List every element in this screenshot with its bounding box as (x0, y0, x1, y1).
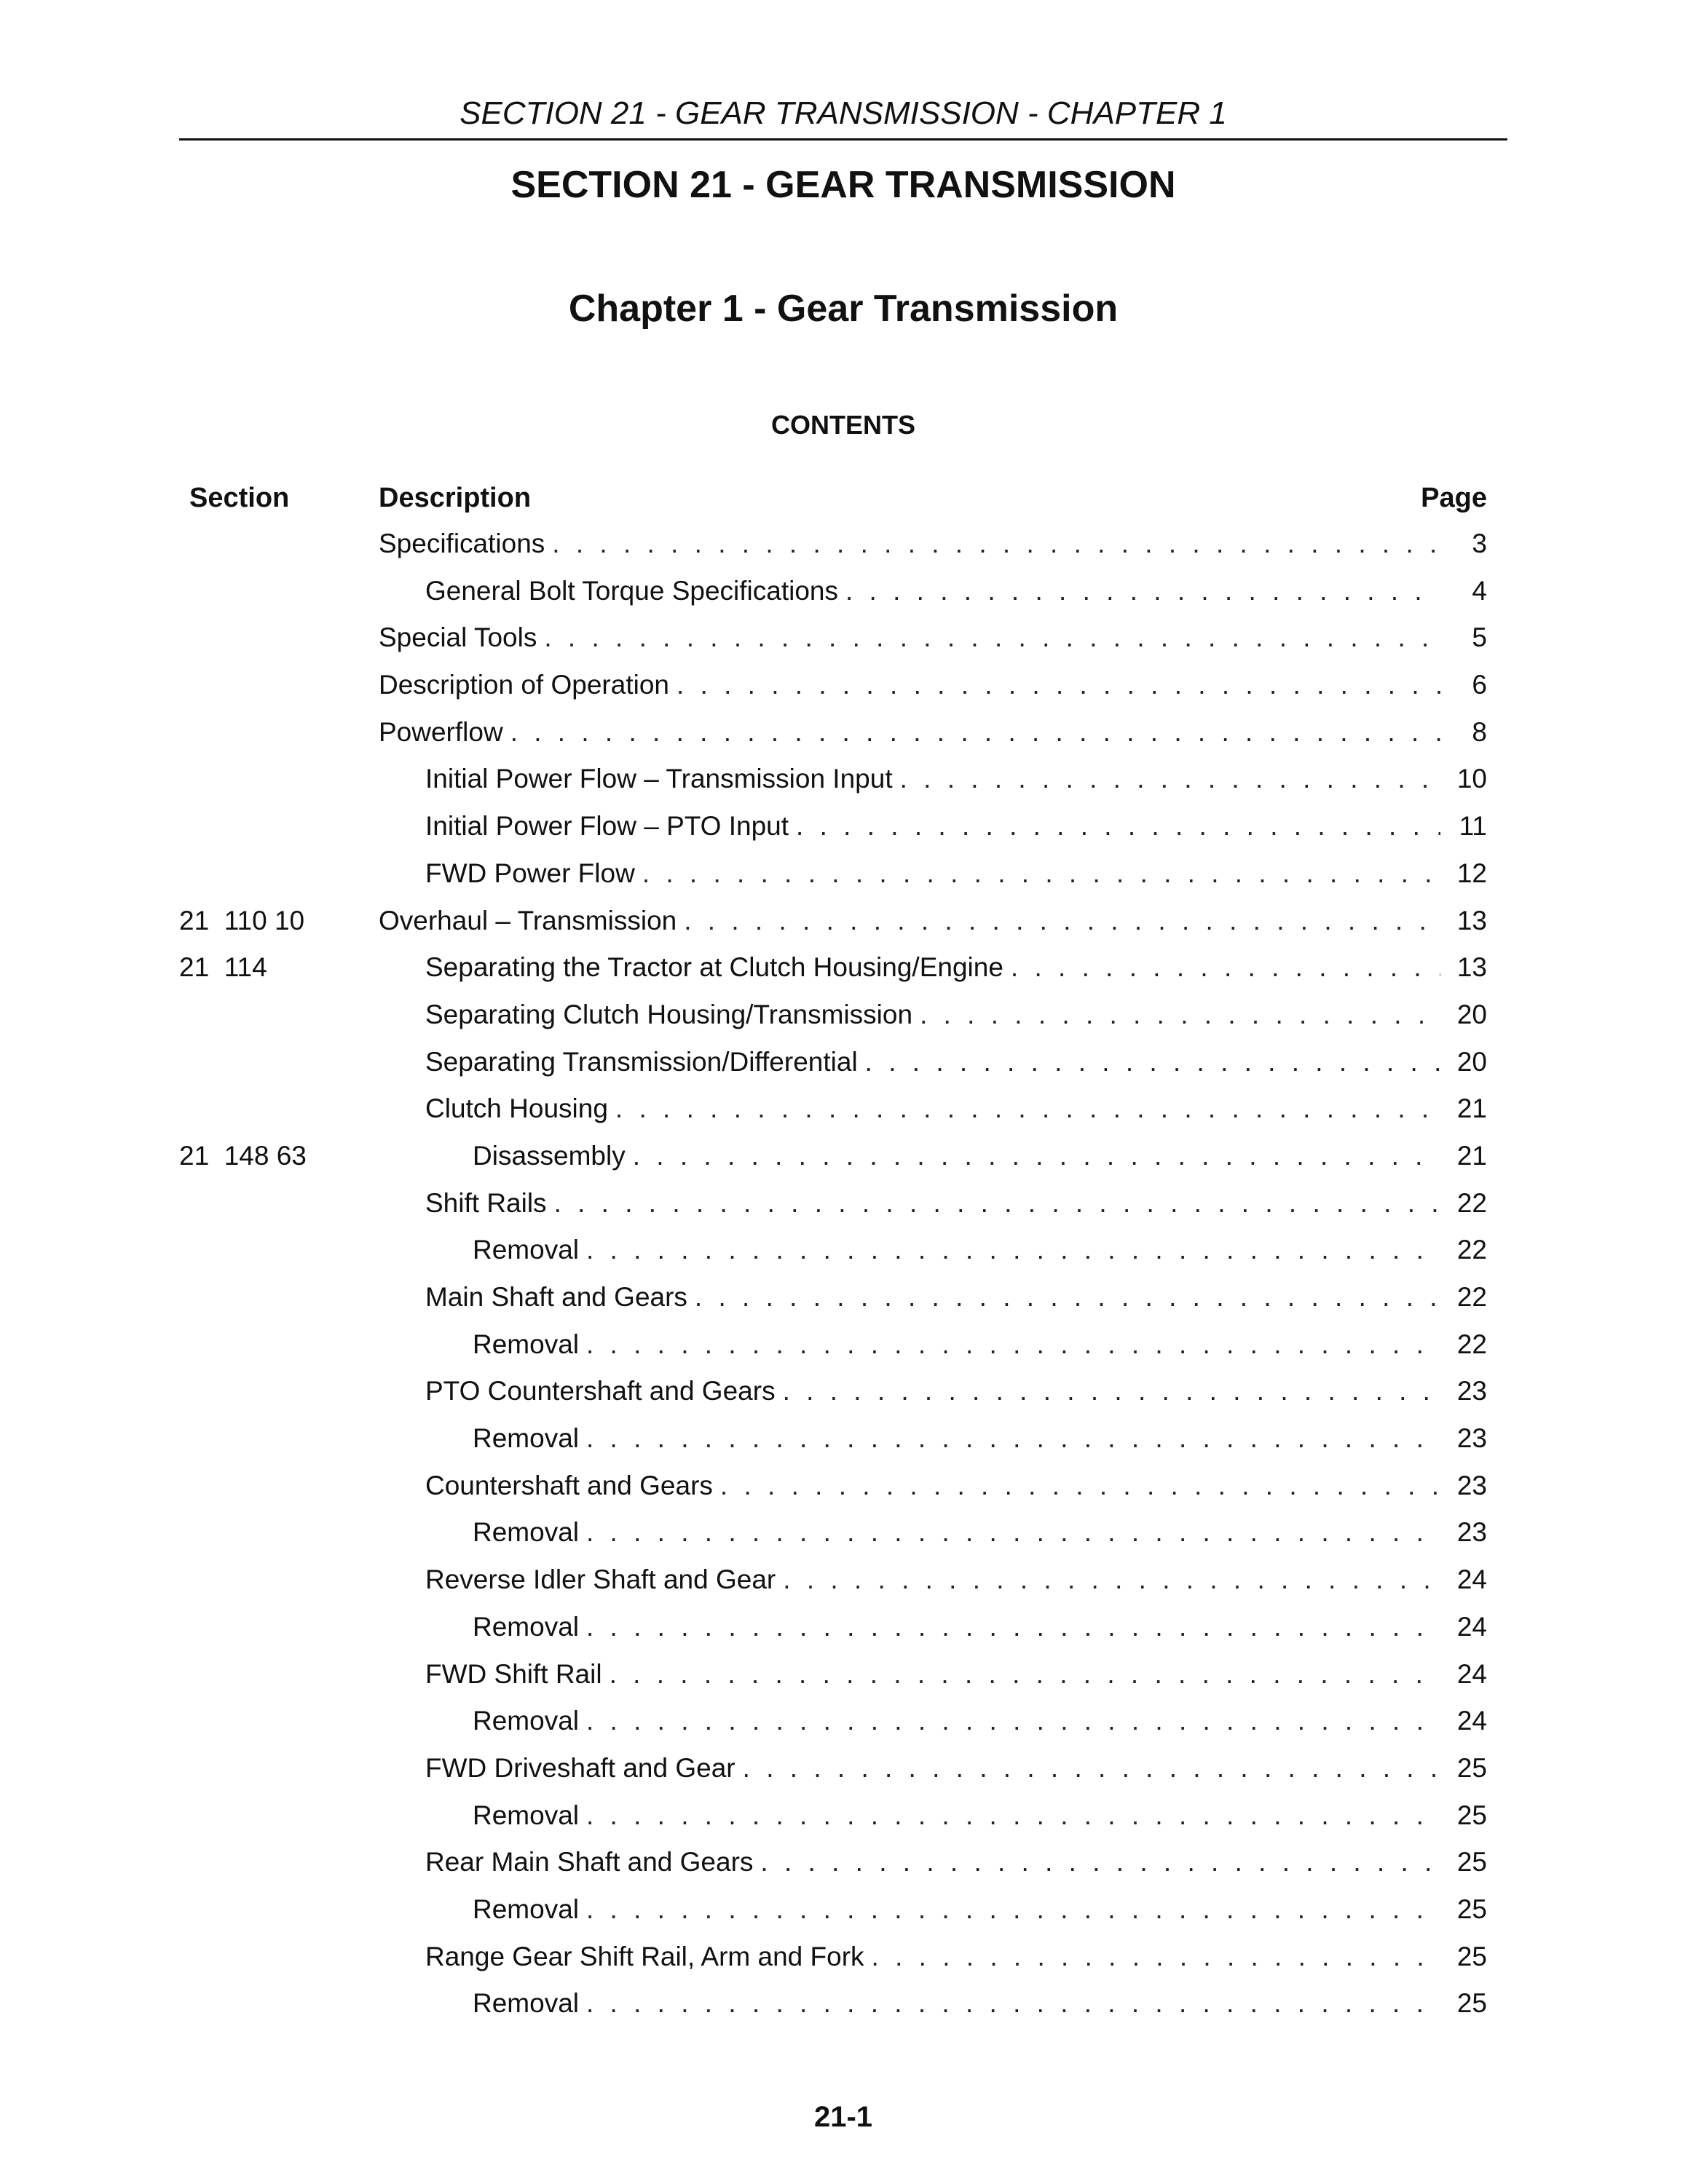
toc-page-number: 5 (1472, 622, 1487, 653)
toc-page-number: 20 (1456, 999, 1487, 1029)
toc-leader-dots (872, 1941, 1440, 1973)
table-of-contents (179, 528, 1487, 2035)
toc-entry-label: Removal (473, 1423, 586, 1455)
toc-entry[interactable] (425, 999, 1487, 1031)
toc-entry-label: Removal (473, 1800, 586, 1832)
toc-entry[interactable] (379, 622, 1487, 654)
toc-page-number: 22 (1456, 1235, 1487, 1265)
toc-page-number: 23 (1456, 1517, 1487, 1548)
toc-row (179, 951, 1487, 999)
toc-entry[interactable] (473, 1140, 1487, 1172)
toc-entry[interactable] (425, 1281, 1487, 1313)
toc-page-number: 25 (1456, 1800, 1487, 1830)
toc-entry-label: Removal (473, 1705, 586, 1737)
toc-row (179, 1046, 1487, 1093)
column-header-section: Section (189, 483, 290, 513)
toc-leader-dots (633, 1140, 1440, 1172)
toc-entry-label: General Bolt Torque Specifications (425, 575, 845, 607)
toc-entry[interactable] (425, 1470, 1487, 1502)
toc-entry-label: FWD Driveshaft and Gear (425, 1752, 743, 1784)
toc-leader-dots (510, 716, 1440, 748)
toc-entry-label: FWD Shift Rail (425, 1658, 610, 1690)
toc-page-number: 4 (1472, 575, 1487, 606)
toc-leader-dots (677, 669, 1440, 701)
toc-page-number: 25 (1456, 1988, 1487, 2019)
toc-entry-label: Removal (473, 1611, 586, 1643)
toc-row (179, 1987, 1487, 2035)
toc-page-number: 25 (1456, 1894, 1487, 1924)
toc-entry-label: FWD Power Flow (425, 858, 642, 890)
header-rule (179, 138, 1507, 141)
toc-entry-label: Specifications (379, 528, 552, 560)
toc-leader-dots (783, 1564, 1440, 1596)
toc-entry[interactable] (473, 1423, 1487, 1455)
contents-title: CONTENTS (771, 410, 915, 440)
toc-leader-dots (586, 1423, 1440, 1455)
toc-page-number: 22 (1456, 1282, 1487, 1312)
toc-entry-label: Description of Operation (379, 669, 677, 701)
toc-leader-dots (586, 1516, 1440, 1548)
toc-entry[interactable] (379, 716, 1487, 748)
toc-entry-label: Removal (473, 1234, 586, 1266)
toc-leader-dots (900, 763, 1440, 795)
toc-entry[interactable] (425, 810, 1487, 842)
toc-page-number: 20 (1456, 1046, 1487, 1077)
toc-page-number: 23 (1456, 1470, 1487, 1500)
toc-row (179, 1234, 1487, 1281)
toc-section-code: 21 110 10 (179, 905, 305, 935)
toc-row (179, 528, 1487, 575)
toc-entry-label: PTO Countershaft and Gears (425, 1375, 783, 1407)
toc-leader-dots (586, 1329, 1440, 1361)
toc-entry[interactable] (425, 1846, 1487, 1878)
toc-row (179, 1800, 1487, 1847)
toc-row (179, 1470, 1487, 1517)
toc-row (179, 763, 1487, 810)
toc-entry[interactable] (425, 1046, 1487, 1078)
toc-page-number: 10 (1456, 764, 1487, 794)
toc-row (179, 1187, 1487, 1235)
toc-page-number: 21 (1456, 1140, 1487, 1171)
toc-entry[interactable] (425, 951, 1487, 984)
toc-entry-label: Main Shaft and Gears (425, 1281, 695, 1313)
running-head: SECTION 21 - GEAR TRANSMISSION - CHAPTER 1 (460, 95, 1227, 131)
toc-entry[interactable] (425, 1658, 1487, 1690)
toc-entry-label: Removal (473, 1329, 586, 1361)
toc-row (179, 810, 1487, 858)
toc-entry-label: Separating the Tractor at Clutch Housing/Engine (425, 951, 1011, 984)
toc-page-number: 6 (1472, 670, 1487, 700)
toc-entry[interactable] (379, 669, 1487, 701)
toc-entry[interactable] (425, 1187, 1487, 1219)
toc-row (179, 716, 1487, 764)
toc-leader-dots (586, 1705, 1440, 1737)
toc-row (179, 1375, 1487, 1423)
toc-row (179, 905, 1487, 952)
toc-page-number: 8 (1472, 716, 1487, 747)
toc-page-number: 3 (1472, 529, 1487, 558)
toc-row (179, 1423, 1487, 1470)
toc-row (179, 1894, 1487, 1941)
toc-row (179, 1093, 1487, 1140)
toc-page-number: 24 (1456, 1564, 1487, 1595)
toc-page-number: 24 (1456, 1658, 1487, 1689)
toc-section-code: 21 148 63 (179, 1140, 307, 1171)
toc-row (179, 1846, 1487, 1894)
toc-leader-dots (743, 1752, 1440, 1784)
toc-entry[interactable] (473, 1800, 1487, 1832)
toc-entry-label: Clutch Housing (425, 1093, 615, 1125)
toc-entry-label: Initial Power Flow – PTO Input (425, 810, 796, 842)
toc-row (179, 999, 1487, 1046)
toc-page-number: 25 (1456, 1752, 1487, 1783)
toc-leader-dots (586, 1987, 1440, 2019)
toc-row (179, 1140, 1487, 1187)
toc-row (179, 1564, 1487, 1611)
toc-page-number: 13 (1456, 905, 1487, 935)
toc-leader-dots (642, 858, 1440, 890)
toc-entry[interactable] (425, 1941, 1487, 1973)
toc-leader-dots (1011, 951, 1440, 984)
toc-leader-dots (720, 1470, 1440, 1502)
toc-leader-dots (586, 1611, 1440, 1643)
section-title: SECTION 21 - GEAR TRANSMISSION (510, 164, 1176, 206)
toc-page-number: 22 (1456, 1187, 1487, 1218)
toc-row (179, 1658, 1487, 1706)
toc-leader-dots (615, 1093, 1440, 1125)
toc-leader-dots (760, 1846, 1440, 1878)
toc-leader-dots (796, 810, 1440, 842)
toc-row (179, 1705, 1487, 1752)
toc-page-number: 24 (1456, 1706, 1487, 1736)
toc-row (179, 1329, 1487, 1376)
toc-row (179, 669, 1487, 716)
toc-leader-dots (544, 622, 1440, 654)
toc-row (179, 1752, 1487, 1800)
toc-row (179, 1516, 1487, 1564)
toc-row (179, 1941, 1487, 1988)
toc-entry-label: Separating Transmission/Differential (425, 1046, 865, 1078)
toc-entry[interactable] (425, 1564, 1487, 1596)
toc-entry[interactable] (425, 1375, 1487, 1407)
toc-leader-dots (695, 1281, 1440, 1313)
toc-entry-label: Special Tools (379, 622, 544, 654)
toc-leader-dots (920, 999, 1440, 1031)
toc-page-number: 23 (1456, 1423, 1487, 1454)
toc-entry-label: Disassembly (473, 1140, 633, 1172)
toc-row (179, 1281, 1487, 1329)
toc-entry-label: Removal (473, 1987, 586, 2019)
toc-entry-label: Overhaul – Transmission (379, 905, 684, 937)
toc-page-number: 12 (1456, 858, 1487, 888)
toc-entry[interactable] (473, 1516, 1487, 1548)
toc-entry[interactable] (425, 1093, 1487, 1125)
toc-entry[interactable] (379, 528, 1487, 560)
toc-page-number: 25 (1456, 1847, 1487, 1878)
toc-leader-dots (845, 575, 1440, 607)
toc-page-number: 22 (1456, 1329, 1487, 1359)
toc-page-number: 21 (1456, 1093, 1487, 1124)
toc-entry[interactable] (473, 1894, 1487, 1926)
toc-entry[interactable] (425, 858, 1487, 890)
toc-entry[interactable] (425, 763, 1487, 795)
toc-entry-label: Shift Rails (425, 1187, 554, 1219)
toc-entry-label: Removal (473, 1894, 586, 1926)
column-header-page: Page (1421, 483, 1487, 513)
toc-leader-dots (783, 1375, 1440, 1407)
toc-page-number: 23 (1456, 1376, 1487, 1406)
toc-page-number: 24 (1456, 1611, 1487, 1642)
toc-entry[interactable] (473, 1234, 1487, 1266)
toc-leader-dots (865, 1046, 1440, 1078)
column-header-description: Description (379, 483, 532, 513)
toc-entry-label: Removal (473, 1516, 586, 1548)
toc-entry-label: Separating Clutch Housing/Transmission (425, 999, 920, 1031)
toc-row (179, 575, 1487, 622)
toc-entry[interactable] (379, 905, 1487, 937)
toc-entry[interactable] (473, 1611, 1487, 1643)
page-number: 21-1 (813, 2101, 873, 2133)
toc-entry[interactable] (473, 1329, 1487, 1361)
toc-leader-dots (554, 1187, 1440, 1219)
toc-page-number: 13 (1456, 952, 1487, 983)
toc-entry[interactable] (473, 1705, 1487, 1737)
toc-entry-label: Rear Main Shaft and Gears (425, 1846, 760, 1878)
toc-leader-dots (552, 528, 1440, 560)
chapter-title: Chapter 1 - Gear Transmission (568, 288, 1119, 330)
toc-leader-dots (610, 1658, 1440, 1690)
toc-entry[interactable] (425, 575, 1487, 607)
toc-entry[interactable] (473, 1987, 1487, 2019)
toc-entry-label: Range Gear Shift Rail, Arm and Fork (425, 1941, 872, 1973)
toc-row (179, 858, 1487, 905)
toc-entry-label: Reverse Idler Shaft and Gear (425, 1564, 783, 1596)
toc-section-code: 21 114 (179, 952, 267, 983)
toc-leader-dots (586, 1234, 1440, 1266)
toc-row (179, 1611, 1487, 1658)
toc-row (179, 622, 1487, 669)
toc-leader-dots (586, 1800, 1440, 1832)
toc-entry-label: Countershaft and Gears (425, 1470, 720, 1502)
toc-page-number: 11 (1459, 811, 1487, 842)
toc-entry-label: Powerflow (379, 716, 510, 748)
toc-page-number: 25 (1456, 1941, 1487, 1971)
toc-leader-dots (586, 1894, 1440, 1926)
toc-leader-dots (684, 905, 1440, 937)
toc-entry-label: Initial Power Flow – Transmission Input (425, 763, 900, 795)
toc-entry[interactable] (425, 1752, 1487, 1784)
